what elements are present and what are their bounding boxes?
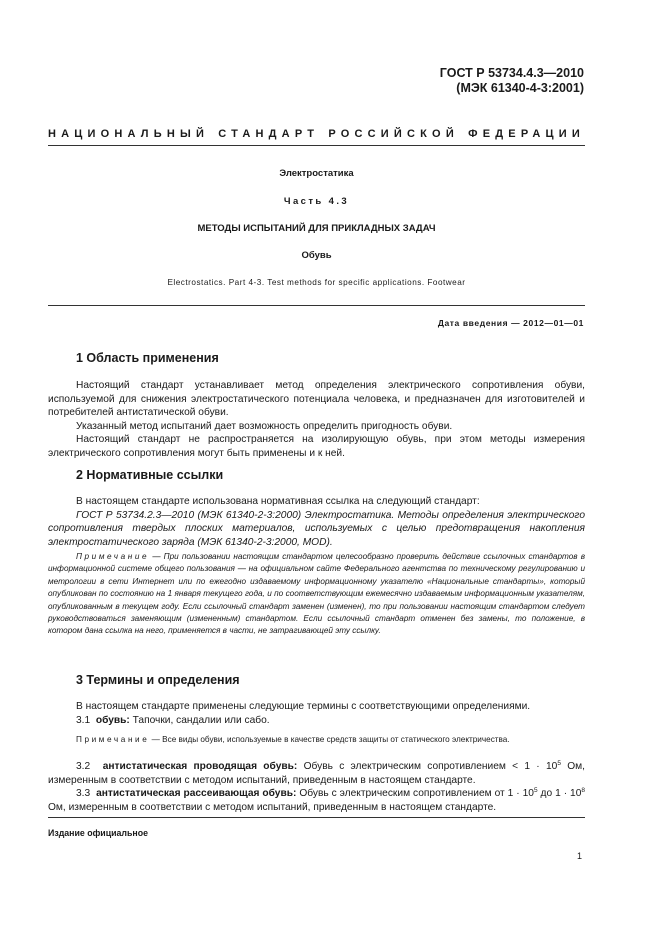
paragraph: Настоящий стандарт не распространяется на изолирующую обувь, при этом методы измерения электрического сопротивления могут быть применены и к ней.: [48, 434, 585, 459]
exponent: 8: [581, 787, 585, 795]
page-number: 1: [576, 851, 582, 861]
title-english: Electrostatics. Part 4-3. Test methods for specific applications. Footwear: [167, 278, 466, 287]
paragraph: В настоящем стандарте использована нормативная ссылка на следующий стандарт:: [76, 496, 480, 507]
definition-part: Обувь с электрическим сопротивлением от 1 · 10: [299, 788, 534, 800]
term-3-1: [48, 714, 585, 728]
section-1-body: [48, 379, 585, 461]
section-1-heading: 1 Область применения: [76, 351, 219, 365]
footer-rule: [48, 817, 585, 818]
definition-part: Обувь с электрическим сопротивлением < 1 · 10: [303, 761, 558, 772]
section-2-heading: 2 Нормативные ссылки: [76, 468, 224, 482]
term-name: антистатическая рассеивающая обувь:: [96, 788, 297, 800]
title-rule: [48, 305, 585, 306]
title-topic: Электростатика: [279, 168, 354, 179]
section-3-heading: 3 Термины и определения: [76, 673, 240, 687]
section-3-body: [48, 700, 585, 727]
note-text: — При пользовании настоящим стандартом целесообразно проверить действие ссылочных стандартов в информационной системе общего пользования — на официальном сайте Федерального агентства по техническому регулированию и метрологии в сети Интернет или по ежегодно издаваемому информационному указателю «Национальные стандарты», который опубликован по состоянию на 1 января текущего года, и по соответствующим ежемесячно издаваемым информационным указателям, опубликованным в текущем году. Если ссылочный стандарт заменен (изменен), то при пользовании настоящим стандартом следует руководствоваться заменяющим (измененным) стандартом. Если ссылочный стандарт отменен без замены, то положение, в котором дана ссылка на него, применяется в части, не затрагивающей эту ссылку.: [48, 552, 585, 636]
paragraph: В настоящем стандарте применены следующие термины с соответствующими определениями.: [76, 701, 531, 712]
note-label: Примечание: [76, 552, 150, 561]
term-3-3: [48, 787, 585, 814]
note-text: — Все виды обуви, используемые в качестве средств защиты от статического электричества.: [151, 735, 510, 744]
term-definition: Тапочки, сандалии или сабо.: [132, 714, 270, 726]
exponent: 5: [557, 760, 561, 767]
title-main: МЕТОДЫ ИСПЫТАНИЙ ДЛЯ ПРИКЛАДНЫХ ЗАДАЧ: [197, 223, 436, 234]
header-rule: [48, 145, 585, 146]
term-3-2: [48, 760, 585, 787]
definition-part: Ом, измеренным в соответствии с методом испытаний, приведенным в настоящем стандарте.: [48, 761, 585, 786]
section-3-note: [48, 734, 585, 746]
note-label: Примечание: [76, 735, 150, 744]
title-sub: Обувь: [301, 250, 332, 261]
national-standard-title: НАЦИОНАЛЬНЫЙ СТАНДАРТ РОССИЙСКОЙ ФЕДЕРАЦИИ: [48, 128, 585, 140]
standard-designation: [440, 66, 584, 96]
paragraph: Настоящий стандарт устанавливает метод определения электрического сопротивления обуви, используемой для снижения электростатического потенциала человека, и предназначен для изготовителей и потребителей антистатической обуви.: [48, 380, 585, 419]
paragraph: Указанный метод испытаний дает возможность определить пригодность обуви.: [76, 420, 453, 432]
term-number: 3.3: [76, 788, 91, 800]
title-part: Часть 4.3: [283, 196, 350, 207]
term-number: 3.1: [76, 714, 91, 726]
term-name: обувь:: [95, 714, 130, 726]
term-name: антистатическая проводящая обувь:: [102, 761, 298, 772]
date-of-introduction: Дата введения — 2012—01—01: [437, 318, 584, 328]
reference-entry: ГОСТ Р 53734.2.3—2010 (МЭК 61340-2-3:2000) Электростатика. Методы определения электрического сопротивления твердых плоских материалов, используемых с целью предотвращения накопления электростатического заряда (МЭК 61340-2-3:2000, MOD).: [48, 509, 585, 548]
term-number: 3.2: [76, 761, 91, 772]
section-2-body: [48, 495, 585, 549]
section-3-terms: [48, 760, 585, 814]
definition-part: Ом, измеренным в соответствии с методом испытаний, приведенным в настоящем стандарте.: [48, 801, 497, 813]
iec-number: (МЭК 61340-4-3:2001): [456, 81, 584, 95]
section-2-note: [48, 551, 585, 638]
exponent: 5: [533, 787, 538, 795]
definition-part: до 1 · 10: [537, 788, 582, 800]
official-edition: Издание официальное: [48, 828, 148, 838]
gost-number: ГОСТ Р 53734.4.3—2010: [439, 66, 584, 80]
